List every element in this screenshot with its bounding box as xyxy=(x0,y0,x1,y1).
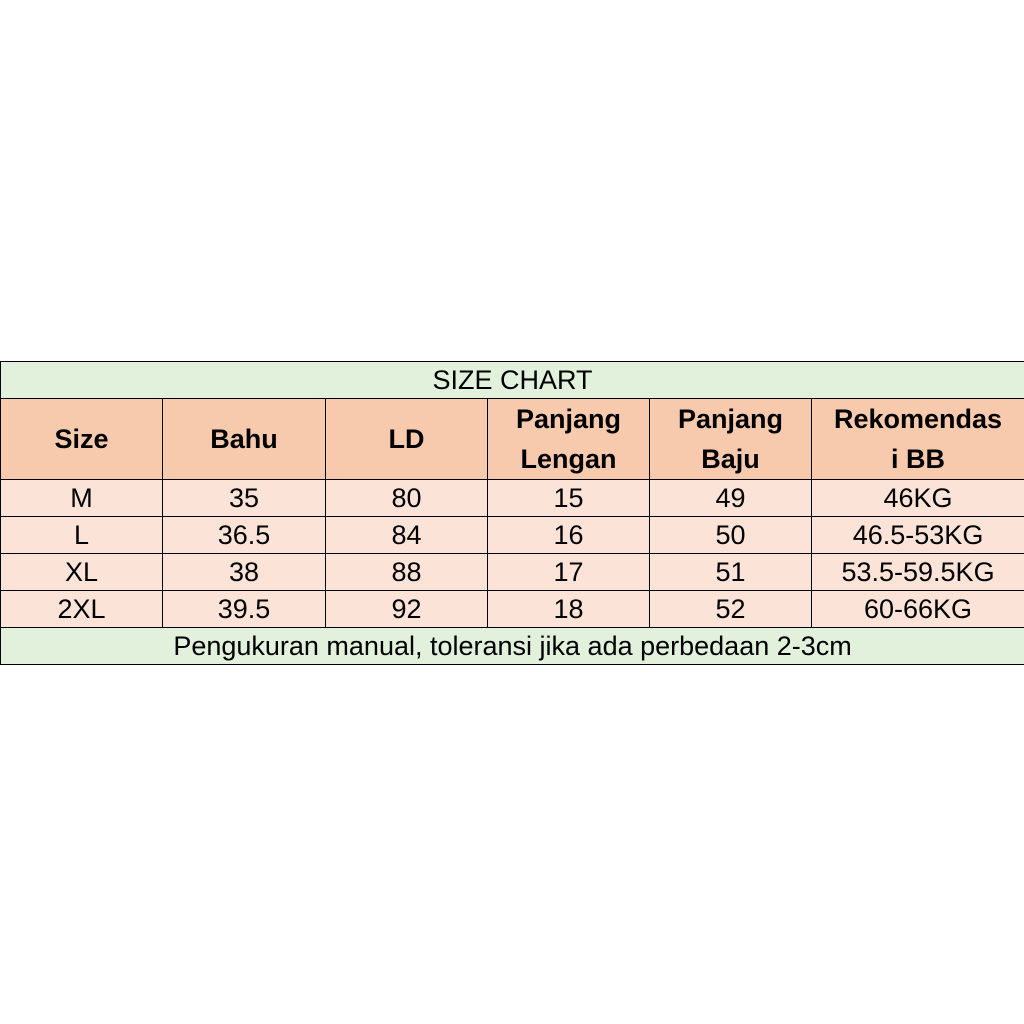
header-bahu xyxy=(163,399,326,480)
header-bahu-label: Bahu xyxy=(210,424,278,454)
cell-panjang-baju: 52 xyxy=(650,591,812,628)
cell-bahu: 38 xyxy=(163,554,326,591)
header-rekomendasi-bb-line1: Rekomendas xyxy=(833,404,1003,434)
cell-panjang-lengan: 16 xyxy=(488,517,650,554)
header-ld xyxy=(326,399,488,480)
header-size xyxy=(1,399,163,480)
header-panjang-baju-line1: Panjang xyxy=(677,404,784,434)
header-row xyxy=(1,399,1024,480)
header-panjang-lengan xyxy=(488,399,650,480)
measurement-note: Pengukuran manual, toleransi jika ada perbedaan 2-3cm xyxy=(1,628,1024,665)
cell-size: L xyxy=(1,517,163,554)
cell-rekomendasi-bb: 53.5-59.5KG xyxy=(812,554,1024,591)
cell-rekomendasi-bb: 46.5-53KG xyxy=(812,517,1024,554)
header-panjang-lengan-line1: Panjang xyxy=(515,404,622,434)
cell-rekomendasi-bb: 46KG xyxy=(812,480,1024,517)
chart-title: SIZE CHART xyxy=(1,362,1024,399)
cell-panjang-baju: 49 xyxy=(650,480,812,517)
header-rekomendasi-bb-line2: i BB xyxy=(891,444,946,474)
cell-bahu: 36.5 xyxy=(163,517,326,554)
cell-panjang-baju: 50 xyxy=(650,517,812,554)
table-row xyxy=(1,480,1024,517)
header-panjang-baju xyxy=(650,399,812,480)
cell-panjang-lengan: 18 xyxy=(488,591,650,628)
cell-panjang-lengan: 17 xyxy=(488,554,650,591)
cell-size: 2XL xyxy=(1,591,163,628)
header-panjang-lengan-line2: Lengan xyxy=(520,444,617,474)
cell-ld: 92 xyxy=(326,591,488,628)
table-row xyxy=(1,591,1024,628)
table-row xyxy=(1,554,1024,591)
header-panjang-baju-line2: Baju xyxy=(701,444,760,474)
cell-panjang-lengan: 15 xyxy=(488,480,650,517)
size-chart-table xyxy=(0,361,1024,665)
title-row xyxy=(1,362,1024,399)
cell-ld: 80 xyxy=(326,480,488,517)
cell-bahu: 35 xyxy=(163,480,326,517)
header-ld-label: LD xyxy=(388,424,425,454)
header-rekomendasi-bb xyxy=(812,399,1024,480)
note-row xyxy=(1,628,1024,665)
cell-ld: 84 xyxy=(326,517,488,554)
cell-ld: 88 xyxy=(326,554,488,591)
cell-size: M xyxy=(1,480,163,517)
cell-bahu: 39.5 xyxy=(163,591,326,628)
cell-panjang-baju: 51 xyxy=(650,554,812,591)
header-size-label: Size xyxy=(54,424,109,454)
cell-size: XL xyxy=(1,554,163,591)
cell-rekomendasi-bb: 60-66KG xyxy=(812,591,1024,628)
table-row xyxy=(1,517,1024,554)
